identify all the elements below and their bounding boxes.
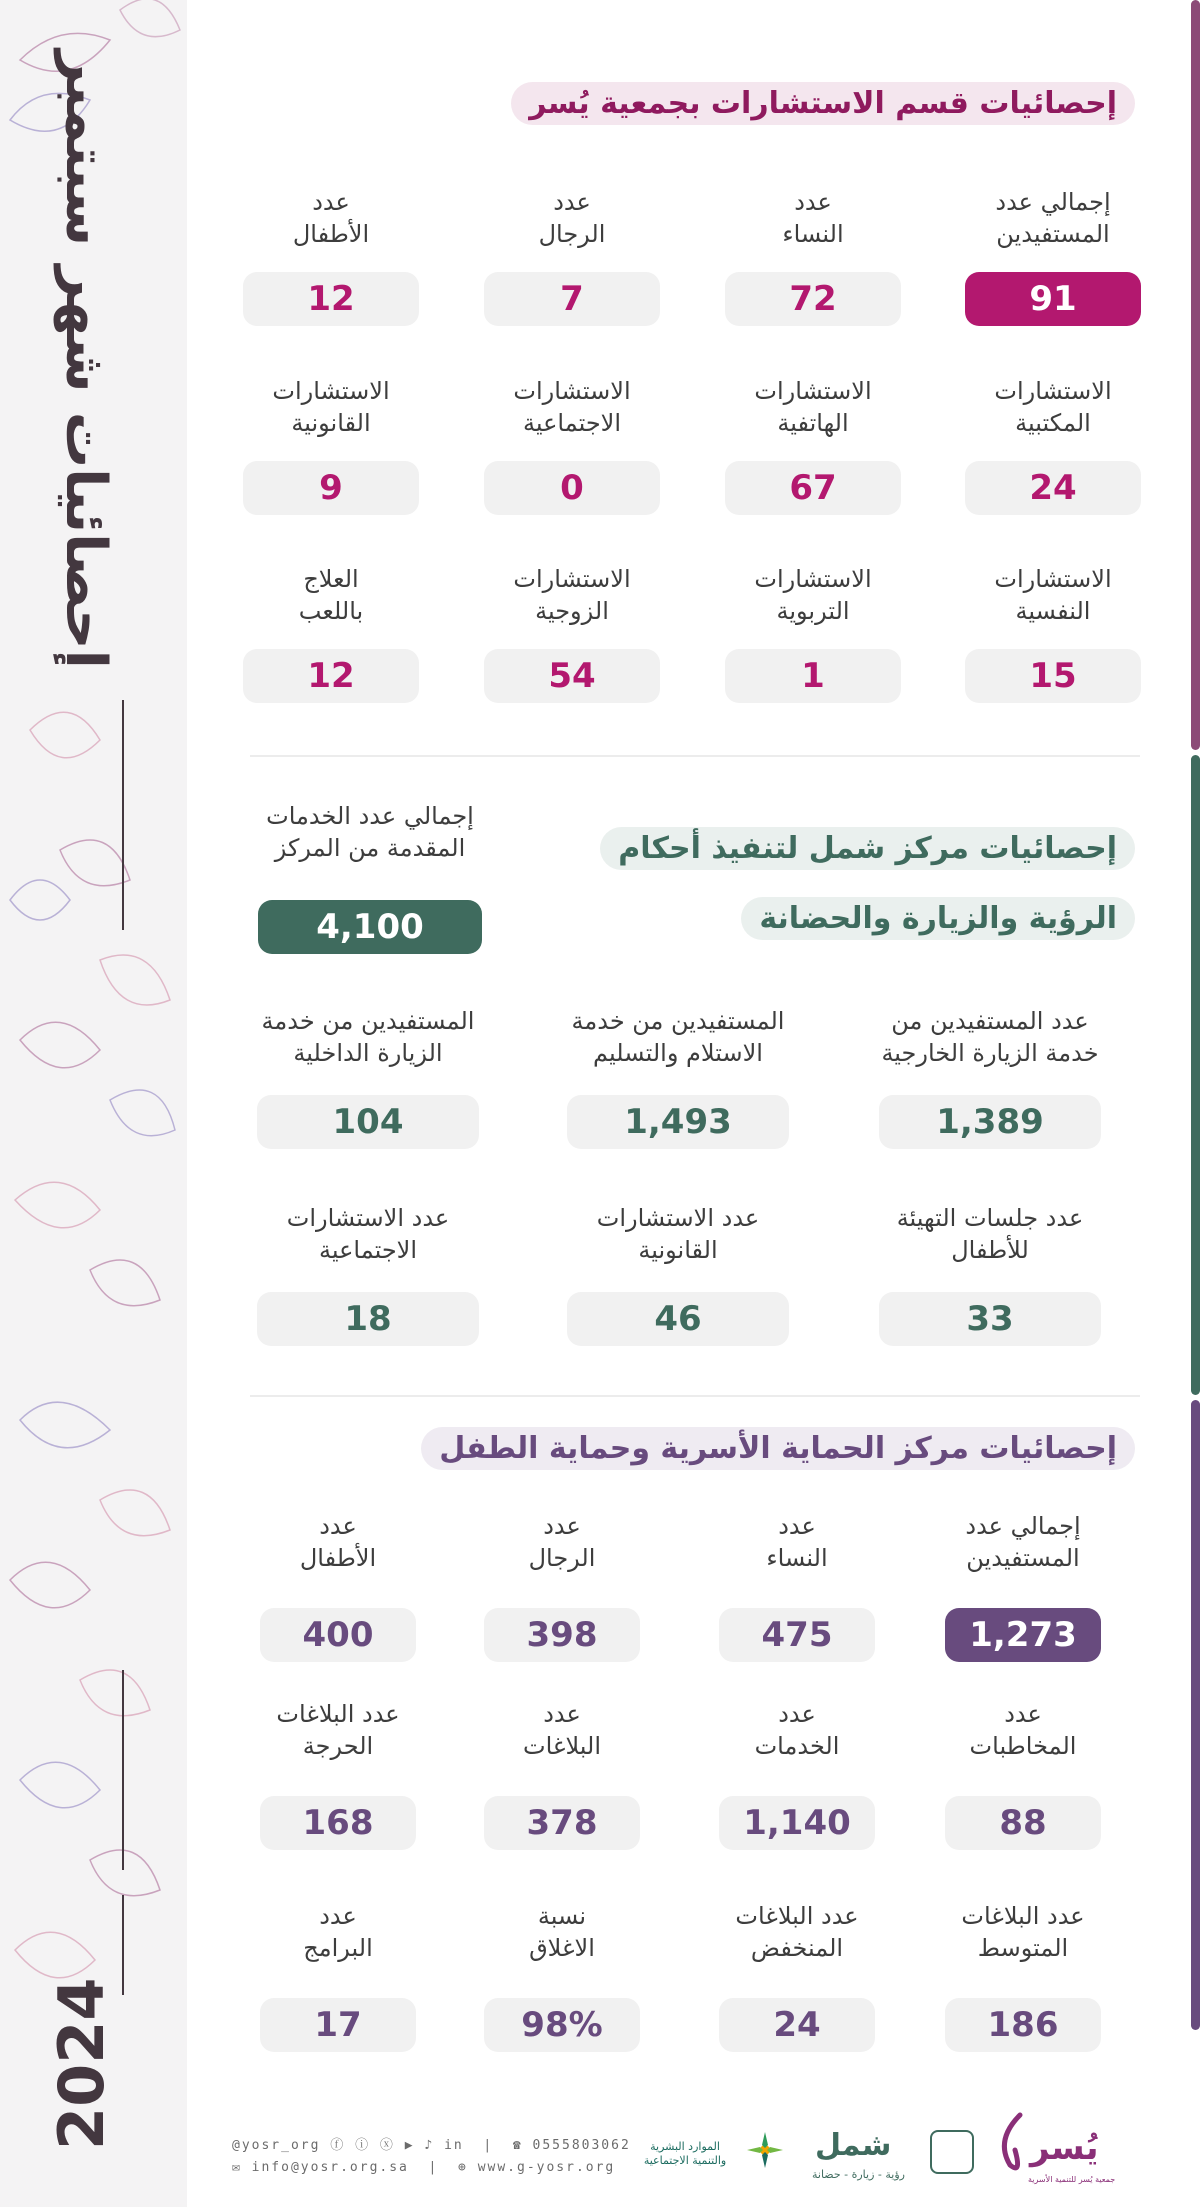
contact-info[interactable]: ✉ info@yosr.org.sa | ⊕ www.g-yosr.org <box>232 2160 616 2175</box>
stat-label: عدد النساء <box>766 1512 828 1572</box>
stat-value: 88 <box>945 1796 1101 1850</box>
stat-label: عدد النساء <box>782 188 844 248</box>
yosr-logo-icon <box>990 2110 1030 2180</box>
stat-label: عدد الاستشارات الاجتماعية <box>286 1204 450 1264</box>
shaml-logo-icon <box>930 2130 974 2174</box>
stat-value: 46 <box>567 1292 789 1346</box>
stat-label: عدد الأطفال <box>292 188 370 248</box>
stat-value: 18 <box>257 1292 479 1346</box>
stat-label: عدد الأطفال <box>299 1512 377 1572</box>
stat-label: عدد جلسات التهيئة للأطفال <box>896 1204 1084 1264</box>
yosr-logo-subtitle: جمعية يُسر للتنمية الأسرية <box>1028 2175 1116 2184</box>
ministry-logo-icon <box>745 2130 785 2170</box>
stat-value: 24 <box>965 461 1141 515</box>
stat-value: 9 <box>243 461 419 515</box>
stat-value: 168 <box>260 1796 416 1850</box>
stat-value: 475 <box>719 1608 875 1662</box>
stat-value: 33 <box>879 1292 1101 1346</box>
yosr-logo-text: يُسر <box>1030 2128 1099 2168</box>
stat-value: 1 <box>725 649 901 703</box>
divider-line <box>122 1895 124 1995</box>
stat-label: عدد الاستشارات القانونية <box>596 1204 760 1264</box>
social-handle[interactable]: @yosr_org ⓕ ⓘ ⓧ ▶ ♪ in | ☎ 0555803062 <box>232 2138 631 2153</box>
stat-label: الاستشارات الزوجية <box>513 565 631 625</box>
stat-value: 98% <box>484 1998 640 2052</box>
total-services-label: إجمالي عدد الخدمات المقدمة من المركز <box>266 802 474 862</box>
stat-value-highlight: 91 <box>965 272 1141 326</box>
stat-label: عدد البلاغات الحرجة <box>276 1700 400 1760</box>
shaml-logo-text: شمل <box>815 2128 892 2163</box>
stat-label: عدد البرامج <box>303 1902 373 1962</box>
stat-value: 72 <box>725 272 901 326</box>
stat-value: 7 <box>484 272 660 326</box>
stat-label: عدد البلاغات <box>523 1700 601 1760</box>
stat-label: الاستشارات النفسية <box>994 565 1112 625</box>
shaml-logo-subtitle: رؤية - زيارة - حضانة <box>812 2168 905 2181</box>
section-divider <box>250 1395 1140 1397</box>
stat-value: 1,140 <box>719 1796 875 1850</box>
divider-line <box>122 1670 124 1870</box>
ministry-logo-text: الموارد البشرية والتنمية الاجتماعية <box>643 2140 727 2167</box>
stat-label: الاستشارات الاجتماعية <box>513 377 631 437</box>
year-label: 2024 <box>45 1977 118 2150</box>
stat-value: 400 <box>260 1608 416 1662</box>
stat-label: عدد الرجال <box>528 1512 596 1572</box>
stat-value: 398 <box>484 1608 640 1662</box>
side-panel <box>0 0 187 2207</box>
stat-label: عدد البلاغات المنخفض <box>735 1902 859 1962</box>
stat-label: الاستشارات القانونية <box>272 377 390 437</box>
stat-value: 17 <box>260 1998 416 2052</box>
stat-label: المستفيدين من خدمة الاستلام والتسليم <box>571 1007 785 1067</box>
stat-label: نسبة الاغلاق <box>529 1902 595 1962</box>
stat-value: 0 <box>484 461 660 515</box>
stat-label: عدد الرجال <box>538 188 606 248</box>
edge-bar-purple <box>1191 1400 1200 2030</box>
stat-label: عدد الخدمات <box>754 1700 840 1760</box>
edge-bar-magenta <box>1191 0 1200 750</box>
stat-label: الاستشارات التربوية <box>754 565 872 625</box>
month-title: إحصائيات شهر سبتمبر <box>53 50 118 669</box>
stat-value: 54 <box>484 649 660 703</box>
stat-label: إجمالي عدد المستفيدين <box>965 1512 1081 1572</box>
section3-title: إحصائيات مركز الحماية الأسرية وحماية الطفل <box>421 1427 1135 1470</box>
stat-value: 1,493 <box>567 1095 789 1149</box>
stat-value: 12 <box>243 649 419 703</box>
stat-value: 1,389 <box>879 1095 1101 1149</box>
stat-label: عدد المستفيدين من خدمة الزيارة الخارجية <box>881 1007 1099 1067</box>
section2-title-line2: الرؤية والزيارة والحضانة <box>741 897 1135 940</box>
total-services-value: 4,100 <box>258 900 482 954</box>
stat-value: 104 <box>257 1095 479 1149</box>
section2-title-line1: إحصائيات مركز شمل لتنفيذ أحكام <box>600 827 1135 870</box>
stat-value: 24 <box>719 1998 875 2052</box>
stat-value: 186 <box>945 1998 1101 2052</box>
stat-value: 12 <box>243 272 419 326</box>
stat-value-highlight: 1,273 <box>945 1608 1101 1662</box>
stat-value: 378 <box>484 1796 640 1850</box>
stat-label: المستفيدين من خدمة الزيارة الداخلية <box>261 1007 475 1067</box>
section1-title: إحصائيات قسم الاستشارات بجمعية يُسر <box>511 82 1135 125</box>
section-divider <box>250 755 1140 757</box>
stat-label: الاستشارات الهاتفية <box>754 377 872 437</box>
stat-label: عدد البلاغات المتوسط <box>961 1902 1085 1962</box>
divider-line <box>122 700 124 930</box>
edge-bar-green <box>1191 755 1200 1395</box>
stat-label: الاستشارات المكتبية <box>994 377 1112 437</box>
stat-value: 67 <box>725 461 901 515</box>
stat-value: 15 <box>965 649 1141 703</box>
stat-label: إجمالي عدد المستفيدين <box>995 188 1111 248</box>
stat-label: عدد المخاطبات <box>969 1700 1077 1760</box>
stat-label: العلاج باللعب <box>298 565 364 625</box>
